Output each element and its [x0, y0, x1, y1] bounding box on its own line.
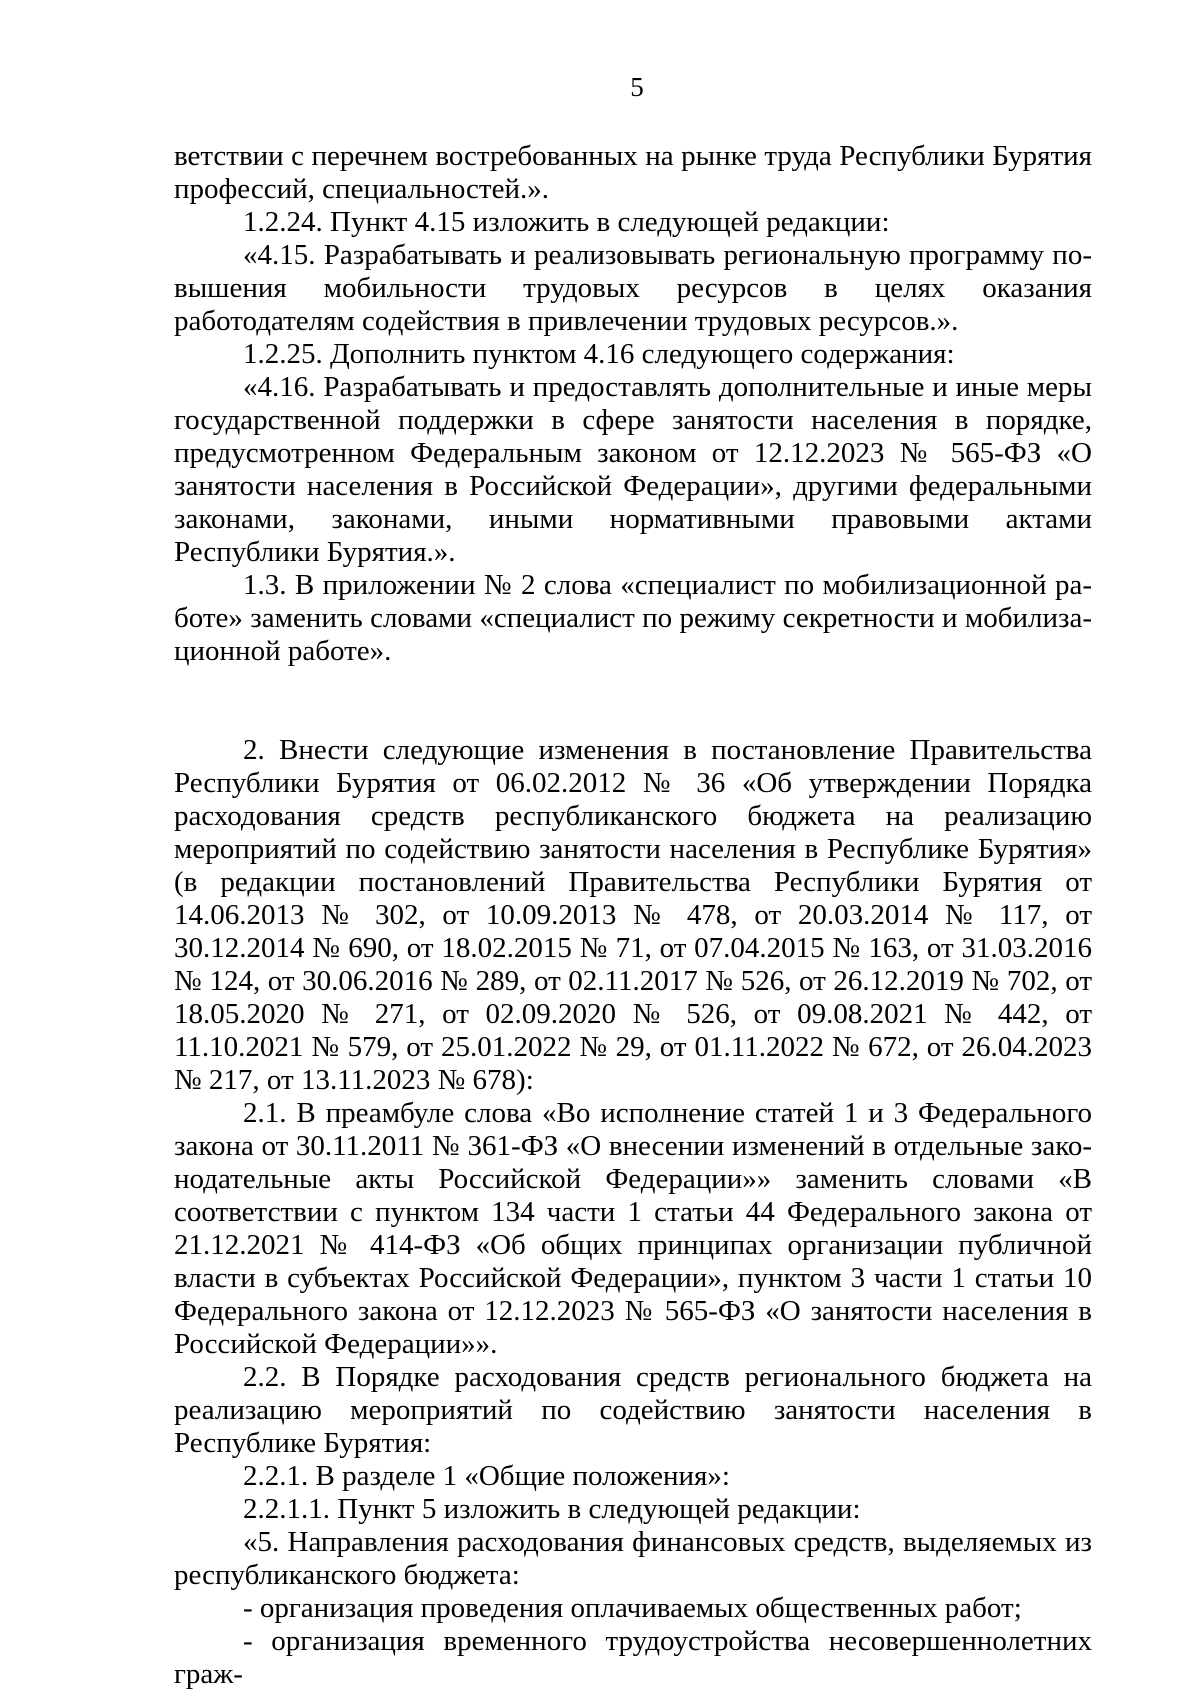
paragraph-continuation: ветствии с перечнем востребованных на рынке труда Республики Бурятия профессий, специальностей.».	[174, 140, 1092, 205]
list-item-public-works: - организация проведения оплачиваемых общественных работ;	[243, 1592, 1022, 1624]
paragraph-1-3: 1.3. В приложении № 2 слова «специалист по мобилизационной работе» заменить словами «специалист по режиму секретности и мобилизационной работе».	[174, 569, 1092, 667]
paragraph-2-2-1: 2.2.1. В разделе 1 «Общие положения»:	[243, 1460, 730, 1492]
paragraph-4-15: «4.15. Разрабатывать и реализовывать региональную программу повышения мобильности трудовых ресурсов в целях оказания работодателям содействия в привлечении трудовых ресурсов.».	[174, 239, 1092, 337]
page-number: 5	[630, 72, 644, 102]
section-gap	[174, 668, 1092, 734]
paragraph-4-16: «4.16. Разрабатывать и предоставлять дополнительные и иные меры государственной поддержки в сфере занятости населения в порядке, предусмотренном Федеральным законом от 12.12.2023 № 565-ФЗ «О занятости населения в Российской Федерации», другими федеральными законами, законами, иными нормативными правовыми актами Республики Бурятия.».	[174, 371, 1092, 568]
list-item-temporary-employment: - организация временного трудоустройства несовершеннолетних граж-	[174, 1625, 1092, 1690]
paragraph-2-2-1-1: 2.2.1.1. Пункт 5 изложить в следующей редакции:	[243, 1493, 861, 1525]
paragraph-2: 2. Внести следующие изменения в постановление Правительства Республики Бурятия от 06.02.2012 № 36 «Об утверждении Порядка расходования средств республиканского бюджета на реализацию мероприятий по содействию занятости населения в Республике Бурятия» (в редакции постановлений Правительства Республики Бурятия от 14.06.2013 № 302, от 10.09.2013 № 478, от 20.03.2014 № 117, от 30.12.2014 № 690, от 18.02.2015 № 71, от 07.04.2015 № 163, от 31.03.2016 № 124, от 30.06.2016 № 289, от 02.11.2017 № 526, от 26.12.2019 № 702, от 18.05.2020 № 271, от 02.09.2020 № 526, от 09.08.2021 № 442, от 11.10.2021 № 579, от 25.01.2022 № 29, от 01.11.2022 № 672, от 26.04.2023 № 217, от 13.11.2023 № 678):	[174, 734, 1092, 1096]
paragraph-2-1: 2.1. В преамбуле слова «Во исполнение статей 1 и 3 Федерального закона от 30.11.2011 № 361-ФЗ «О внесении изменений в отдельные законодательные акты Российской Федерации»» заменить словами «В соответствии с пунктом 134 части 1 статьи 44 Федерального закона от 21.12.2021 № 414-ФЗ «Об общих принципах организации публичной власти в субъектах Российской Федерации», пунктом 3 части 1 статьи 10 Федерального закона от 12.12.2023 № 565-ФЗ «О занятости населения в Российской Федерации»».	[174, 1097, 1092, 1360]
paragraph-1-2-24: 1.2.24. Пункт 4.15 изложить в следующей редакции:	[243, 206, 890, 238]
paragraph-2-2: 2.2. В Порядке расходования средств регионального бюджета на реализацию мероприятий по содействию занятости населения в Республике Бурятия:	[174, 1361, 1092, 1459]
paragraph-point-5: «5. Направления расходования финансовых средств, выделяемых из республиканского бюджета:	[174, 1526, 1092, 1591]
document-body	[174, 140, 1092, 1691]
paragraph-1-2-25: 1.2.25. Дополнить пунктом 4.16 следующего содержания:	[243, 338, 955, 370]
